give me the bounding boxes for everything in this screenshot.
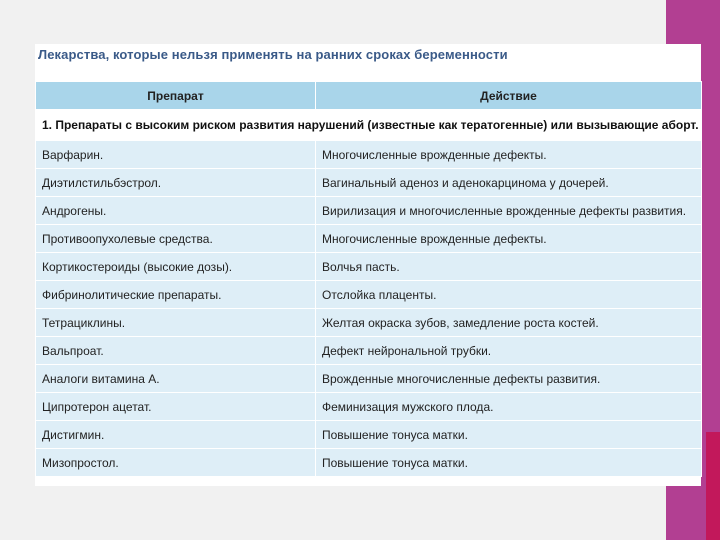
effect-cell: Многочисленные врожденные дефекты.: [316, 141, 702, 169]
table-row: [36, 141, 702, 169]
drug-cell: Вальпроат.: [36, 337, 316, 365]
effect-cell: Дефект нейрональной трубки.: [316, 337, 702, 365]
table-row: [36, 197, 702, 225]
decorative-accent-block: [706, 432, 720, 540]
table-row: [36, 393, 702, 421]
effect-cell: Вагинальный аденоз и аденокарцинома у дочерей.: [316, 169, 702, 197]
effect-cell: Повышение тонуса матки.: [316, 421, 702, 449]
effect-cell: Повышение тонуса матки.: [316, 449, 702, 477]
drug-cell: Андрогены.: [36, 197, 316, 225]
effect-cell: Волчья пасть.: [316, 253, 702, 281]
drug-cell: Тетрациклины.: [36, 309, 316, 337]
table-row: [36, 449, 702, 477]
effect-cell: Феминизация мужского плода.: [316, 393, 702, 421]
group-label: 1. Препараты с высоким риском развития нарушений (известные как тератогенные) или вызывающие аборт.: [36, 110, 702, 141]
drug-cell: Фибринолитические препараты.: [36, 281, 316, 309]
table-row: [36, 253, 702, 281]
table-row: [36, 169, 702, 197]
drug-cell: Диэтилстильбэстрол.: [36, 169, 316, 197]
table-row: [36, 309, 702, 337]
drug-cell: Дистигмин.: [36, 421, 316, 449]
column-header-drug: Препарат: [36, 82, 316, 110]
effect-cell: Многочисленные врожденные дефекты.: [316, 225, 702, 253]
effect-cell: Отслойка плаценты.: [316, 281, 702, 309]
table-row: [36, 337, 702, 365]
drug-cell: Варфарин.: [36, 141, 316, 169]
drug-cell: Противоопухолевые средства.: [36, 225, 316, 253]
page-title: Лекарства, которые нельзя применять на ранних сроках беременности: [38, 47, 508, 62]
slide-content: [35, 44, 701, 486]
drug-cell: Мизопростол.: [36, 449, 316, 477]
table-row: [36, 225, 702, 253]
column-header-effect: Действие: [316, 82, 702, 110]
drug-effects-table: [35, 81, 702, 477]
effect-cell: Вирилизация и многочисленные врожденные дефекты развития.: [316, 197, 702, 225]
table-row: [36, 281, 702, 309]
drug-cell: Аналоги витамина А.: [36, 365, 316, 393]
effect-cell: Желтая окраска зубов, замедление роста костей.: [316, 309, 702, 337]
table-header-row: [36, 82, 702, 110]
table-row: [36, 365, 702, 393]
table-row: [36, 421, 702, 449]
table-group-row: [36, 110, 702, 141]
effect-cell: Врожденные многочисленные дефекты развития.: [316, 365, 702, 393]
drug-cell: Ципротерон ацетат.: [36, 393, 316, 421]
drug-cell: Кортикостероиды (высокие дозы).: [36, 253, 316, 281]
